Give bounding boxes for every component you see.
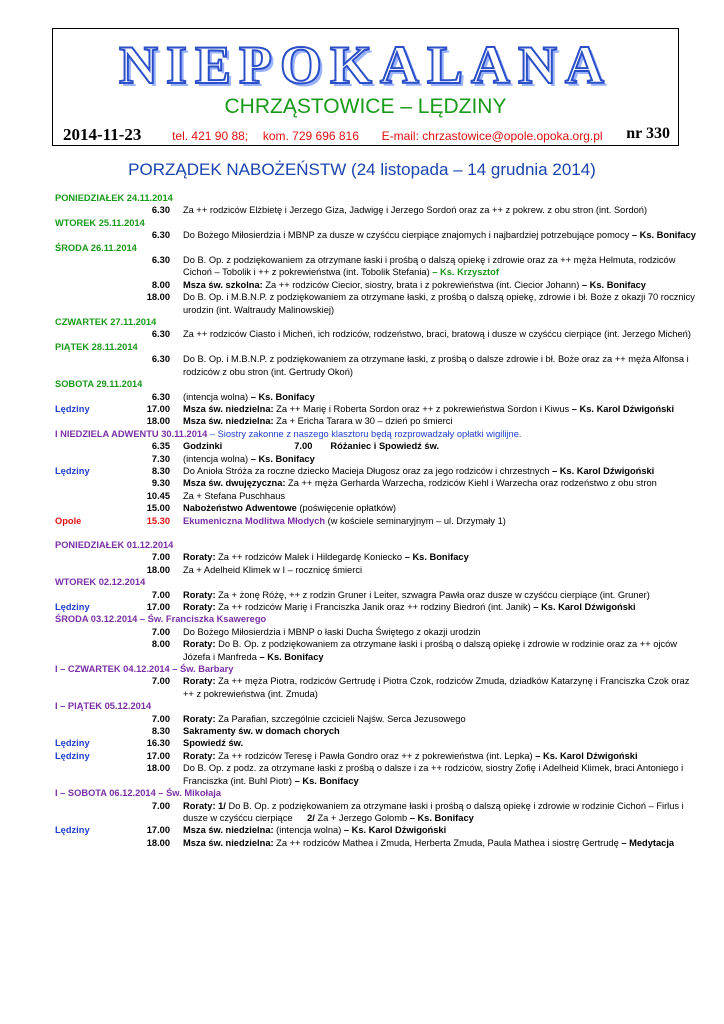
info-line: [63, 125, 670, 145]
row-time: 15.30: [146, 515, 170, 526]
schedule-row: [55, 440, 700, 452]
row-text: Do Anioła Stróża za roczne dziecko Macieja Długosz oraz za jego rodziców i chrzestnych – Ks. Karol Dźwigoński: [183, 465, 655, 476]
day-heading: [55, 613, 700, 625]
mobile: kom. 729 696 816: [262, 129, 359, 143]
row-text: Do B. Op. z podz. za otrzymane łaski z prośbą o dalsze i za ++ rodziców, siostry Zofię i Adelheid Klimek, braci Antoniego i Franciszka (int. Buhl Piotr) – Ks. Bonifacy: [183, 763, 684, 786]
row-text: Spowiedź św.: [183, 738, 244, 749]
schedule-row: [55, 551, 700, 563]
row-text: Do Bożego Miłosierdzia i MBNP o łaski Ducha Świętego z okazji urodzin: [183, 626, 481, 637]
row-text: Roraty: Za ++ męża Piotra, rodziców Gertrudę i Piotra Czok, rodziców Zmuda, dziadków Katarzynę i Franciszka Czok oraz ++ z pokrewieństwa (int. Zmuda): [183, 676, 690, 699]
row-time: 6.30: [151, 391, 170, 402]
row-text: Msza św. niedzielna: Za + Ericha Tarara w 30 – dzień po śmierci: [183, 416, 453, 427]
row-time: 6.30: [151, 329, 170, 340]
row-time: 6.30: [151, 205, 170, 216]
row-time: 8.00: [151, 639, 170, 650]
row-text: Za ++ rodziców Ciasto i Micheń, ich rodziców, rodzeństwo, braci, bratową i dusze w czyśćcu cierpiące (int. Jerzego Micheń): [183, 329, 691, 340]
day-heading: [55, 700, 700, 712]
phone: tel. 421 90 88;: [172, 129, 249, 143]
row-place: Lędziny: [55, 750, 90, 761]
day-heading-text: PIĄTEK 28.11.2014: [55, 341, 138, 352]
row-time: 8.30: [151, 465, 170, 476]
row-text: Roraty: Za Parafian, szczególnie czcicieli Najśw. Serca Jezusowego: [183, 713, 466, 724]
schedule-row: [55, 601, 700, 613]
day-heading-text: PONIEDZIAŁEK 24.11.2014: [55, 193, 173, 203]
schedule-row: [55, 750, 700, 762]
row-text: (intencja wolna) – Ks. Bonifacy: [183, 391, 315, 402]
row-time: 7.00: [151, 626, 170, 637]
row-time: 6.35: [151, 441, 170, 452]
row-time: 7.00: [151, 676, 170, 687]
row-text: Godzinki 7.00 Różaniec i Spowiedź św.: [183, 441, 440, 452]
row-text: Roraty: Za ++ rodziców Malek i Hildegardę Koniecko – Ks. Bonifacy: [183, 552, 469, 563]
row-time: 6.30: [151, 230, 170, 241]
schedule-row: [55, 564, 700, 576]
row-time: 7.00: [151, 713, 170, 724]
row-place: Lędziny: [55, 602, 90, 612]
row-text: Msza św. niedzielna: Za ++ Marię i Roberta Sordon oraz ++ z pokrewieństwa Sordon i Kiwus – Ks. Karol Dźwigoński: [183, 403, 675, 414]
row-time: 16.30: [146, 738, 170, 749]
row-text: Msza św. niedzielna: Za ++ rodziców Mathea i Zmuda, Herberta Zmuda, Paula Mathea i siostrę Gertrudę – Medytacja: [183, 837, 675, 848]
row-time: 7.00: [151, 800, 170, 811]
schedule-row: [55, 638, 700, 663]
schedule-list: [55, 192, 700, 849]
schedule-row: [55, 465, 700, 477]
brand-title: NIEPOKALANA: [118, 35, 613, 95]
row-place: Lędziny: [55, 738, 90, 749]
row-place: Opole: [55, 515, 82, 526]
schedule-title: PORZĄDEK NABOŻEŃSTW (24 listopada – 14 grudnia 2014): [128, 160, 596, 179]
row-time: 10.45: [146, 490, 170, 501]
row-time: 8.30: [151, 726, 170, 737]
schedule-row: [55, 391, 700, 403]
row-text: Roraty: 1/ Do B. Op. z podziękowaniem za otrzymane łaski i prośbą o dalszą opiekę i zdrowie w rodzinie Cichoń – Firlus i dusze w czyśćcu cierpiące 2/ Za + Jerzego Golomb – Ks. Bonifacy: [183, 800, 684, 823]
header-box: [52, 28, 679, 146]
day-heading: [55, 428, 700, 440]
row-time: 18.00: [146, 763, 170, 774]
email[interactable]: E-mail: chrzastowice@opole.opoka.org.pl: [381, 129, 603, 143]
row-text: Nabożeństwo Adwentowe (poświęcenie opłatków): [183, 503, 397, 514]
day-heading-text: WTOREK 02.12.2014: [55, 577, 146, 588]
row-time: 17.00: [146, 602, 170, 612]
day-heading: [55, 787, 700, 799]
day-heading: [55, 316, 700, 328]
schedule-row: [55, 725, 700, 737]
row-time: 15.00: [146, 503, 170, 514]
day-note: – Siostry zakonne z naszego klasztoru będą rozprowadzały opłatki wigilijne.: [207, 428, 522, 439]
row-place: Lędziny: [55, 465, 90, 476]
schedule-row: [55, 229, 700, 241]
row-time: 7.30: [151, 453, 170, 464]
day-heading: [55, 341, 700, 353]
row-time: 17.00: [146, 750, 170, 761]
row-text: Ekumeniczna Modlitwa Młodych (w kościele seminaryjnym – ul. Drzymały 1): [183, 515, 506, 526]
row-text: Roraty: Za + żonę Różę, ++ z rodzin Gruner i Leiter, szwagra Pawła oraz dusze w czyśćcu cierpiące (int. Gruner): [183, 589, 650, 600]
row-text: Roraty: Za ++ rodziców Marię i Franciszka Janik oraz ++ rodziny Biedroń (int. Janik) – Ks. Karol Dźwigoński: [183, 602, 636, 612]
schedule-row: [55, 328, 700, 340]
row-text: Do Bożego Miłosierdzia i MBNP za dusze w czyśćcu cierpiące znajomych i najbardziej potrzebujące pomocy – Ks. Bonifacy: [183, 230, 696, 241]
day-heading: [55, 378, 700, 390]
schedule-row: [55, 291, 700, 316]
day-heading: [55, 192, 700, 204]
day-heading: [55, 217, 700, 229]
schedule-row: [55, 824, 700, 836]
schedule-row: [55, 675, 700, 700]
schedule-row: [55, 626, 700, 638]
issue-number: nr 330: [626, 125, 670, 142]
schedule-row: [55, 477, 700, 489]
row-text: Do B. Op. i M.B.N.P. z podziękowaniem za otrzymane łaski, z prośbą o dalszą opiekę, zdrowie i bł. Boże z okazji 70 rocznicy urodzin (int. Waltraudy Malinowskiej): [183, 292, 695, 315]
day-heading: [55, 539, 700, 551]
schedule-row: [55, 837, 700, 849]
row-text: Roraty: Do B. Op. z podziękowaniem za otrzymane łaski i prośbą o dalszą opiekę i zdrowie w rodzinie oraz za ++ ojców Józefa i Manfreda – Ks. Bonifacy: [183, 639, 677, 662]
schedule-row: [55, 737, 700, 749]
row-text: Roraty: Za ++ rodziców Teresę i Pawła Gondro oraz ++ z pokrewieństwa (int. Lepka) – Ks. Karol Dźwigoński: [183, 750, 638, 761]
day-heading-text: CZWARTEK 27.11.2014: [55, 317, 157, 328]
spacer: [55, 527, 700, 539]
schedule-row: [55, 800, 700, 825]
schedule-row: [55, 515, 700, 527]
schedule-row: [55, 490, 700, 502]
row-time: 18.00: [146, 416, 170, 427]
schedule-row: [55, 254, 700, 279]
schedule-row: [55, 279, 700, 291]
day-heading-text: ŚRODA 03.12.2014 – Św. Franciszka Ksawerego: [55, 614, 267, 625]
row-text: Sakramenty św. w domach chorych: [183, 726, 340, 737]
row-text: Msza św. szkolna: Za ++ rodziców Ciecior, siostry, brata i z pokrewieństwa (int. Ciecior Johann) – Ks. Bonifacy: [183, 279, 646, 290]
schedule-row: [55, 403, 700, 415]
schedule-row: [55, 353, 700, 378]
day-heading-text: SOBOTA 29.11.2014: [55, 379, 143, 390]
row-time: 17.00: [146, 403, 170, 414]
row-time: 18.00: [146, 564, 170, 575]
row-time: 9.30: [151, 478, 170, 489]
row-text: Msza św. dwujęzyczna: Za ++ męża Gerharda Warzecha, rodziców Kiehl i Warzecha oraz rodzeństwo z obu stron: [183, 478, 657, 489]
row-time: 18.00: [146, 837, 170, 848]
row-text: Za ++ rodziców Elżbietę i Jerzego Giza, Jadwigę i Jerzego Sordoń oraz za ++ z pokrew. z obu stron (int. Sordoń): [183, 205, 648, 216]
row-time: 6.30: [151, 255, 170, 266]
row-text: Za + Adelheid Klimek w I – rocznicę śmierci: [183, 564, 363, 575]
row-text: Do B. Op. z podziękowaniem za otrzymane łaski i prośbą o dalszą opiekę i zdrowie oraz za ++ męża Helmuta, rodziców Cichoń – Tobolik i ++ z pokrewieństwa (int. Tobolik Stefania) – Ks. Krzysztof: [183, 255, 676, 278]
day-heading-text: I – CZWARTEK 04.12.2014 – Św. Barbary: [55, 664, 234, 675]
row-time: 7.00: [151, 552, 170, 563]
day-heading-text: I – SOBOTA 06.12.2014 – Św. Mikołaja: [55, 788, 222, 799]
row-text: Msza św. niedzielna: (intencja wolna) – Ks. Karol Dźwigoński: [183, 825, 447, 836]
schedule-row: [55, 713, 700, 725]
row-text: Za + Stefana Puschhaus: [183, 490, 286, 501]
row-time: 18.00: [146, 292, 170, 303]
issue-date: 2014-11-23: [63, 125, 142, 144]
row-time: 6.30: [151, 354, 170, 365]
day-heading-text: I NIEDZIELA ADWENTU 30.11.2014: [55, 428, 208, 439]
schedule-row: [55, 204, 700, 216]
schedule-row: [55, 453, 700, 465]
schedule-row: [55, 762, 700, 787]
day-heading-text: I – PIĄTEK 05.12.2014: [55, 701, 152, 712]
row-time: 7.00: [151, 589, 170, 600]
day-heading: [55, 663, 700, 675]
row-text: (intencja wolna) – Ks. Bonifacy: [183, 453, 315, 464]
row-text: Do B. Op. i M.B.N.P. z podziękowaniem za otrzymane łaski, z prośbą o dalsze zdrowie i bł. Boże oraz za ++ męża Alfonsa i rodziców z obu stron (int. Gertrudy Okoń): [183, 354, 689, 377]
row-place: Lędziny: [55, 825, 90, 836]
day-heading-text: WTOREK 25.11.2014: [55, 217, 145, 228]
schedule-row: [55, 502, 700, 514]
day-heading: [55, 576, 700, 588]
row-place: Lędziny: [55, 403, 90, 414]
day-heading-text: ŚRODA 26.11.2014: [55, 242, 137, 253]
parish-subtitle: CHRZĄSTOWICE – LĘDZINY: [224, 95, 507, 118]
schedule-row: [55, 589, 700, 601]
schedule-row: [55, 415, 700, 427]
day-heading-text: PONIEDZIAŁEK 01.12.2014: [55, 539, 174, 550]
row-time: 8.00: [151, 279, 170, 290]
day-heading: [55, 242, 700, 254]
row-time: 17.00: [146, 825, 170, 836]
